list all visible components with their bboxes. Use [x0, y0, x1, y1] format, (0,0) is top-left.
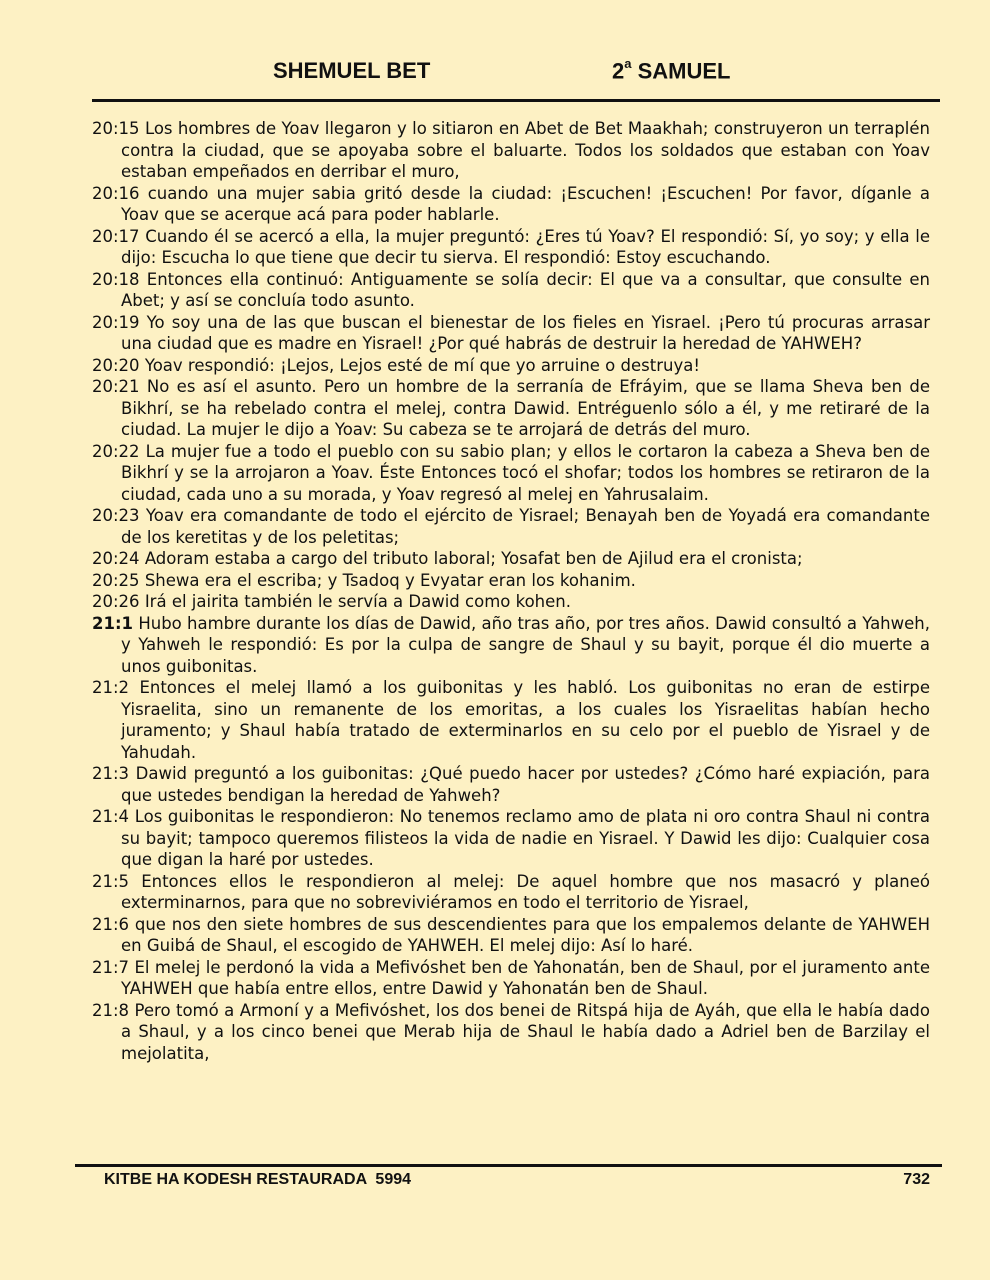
verse-reference: 20:15: [92, 119, 140, 138]
verse-text: El melej le perdonó la vida a Mefivóshet ben de Yahonatán, ben de Shaul, por el juramento ante YAHWEH que había entre ellos, entre Dawid y Yahonatán ben de Shaul.: [121, 957, 930, 998]
verse-text: Irá el jairita también le servía a Dawid como kohen.: [144, 592, 571, 611]
verse: [92, 183, 930, 226]
verse-text: Dawid preguntó a los guibonitas: ¿Qué puedo hacer por ustedes? ¿Cómo haré expiación, para que ustedes bendigan la heredad de Yahweh?: [121, 764, 930, 805]
verse-text: Yo soy una de las que buscan el bienestar de los fieles en Yisrael. ¡Pero tú procuras arrasar una ciudad que es madre en Yisrael! ¿Por qué habrás de destruir la heredad de YAHWEH?: [121, 312, 930, 353]
verse-text: que nos den siete hombres de sus descendientes para que los empalemos delante de YAHWEH en Guibá de Shaul, el escogido de YAHWEH. El melej dijo: Así lo haré.: [121, 914, 930, 955]
book-name: SAMUEL: [637, 58, 731, 84]
verse-text: Pero tomó a Armoní y a Mefivóshet, los dos benei de Ritspá hija de Ayáh, que ella le había dado a Shaul, y a los cinco benei que Merab hija de Shaul le había dado a Adriel ben de Barzilay el mejolatita,: [121, 1000, 930, 1063]
verse: [92, 914, 930, 957]
verse-text: Yoav respondió: ¡Lejos, Lejos esté de mí que yo arruine o destruya!: [144, 355, 700, 375]
verse-reference: 21:1: [92, 613, 134, 633]
verse-reference: 21:8: [92, 1000, 130, 1020]
verse-reference: 20:23: [92, 506, 140, 525]
verse: [92, 806, 930, 871]
verse: [92, 957, 930, 1000]
verse-reference: 21:4: [92, 807, 130, 826]
verse-reference: 21:2: [92, 678, 130, 697]
verse: [92, 312, 930, 355]
verse: [92, 376, 930, 441]
page-header: [0, 58, 990, 92]
verse-text: Los hombres de Yoav llegaron y lo sitiaron en Abet de Bet Maakhah; construyeron un terraplén contra la ciudad, que se apoyaba sobre el baluarte. Todos los soldados que estaban con Yoav estaban empeñados en derribar el muro,: [121, 119, 930, 181]
verse: [92, 505, 930, 548]
verse: [92, 441, 930, 506]
verse-reference: 20:16: [92, 183, 140, 203]
verse: [92, 355, 930, 377]
verse-text: Entonces ellos le respondieron al melej: De aquel hombre que nos masacró y planeó exterminarnos, para que no sobreviviéramos en todo el territorio de Yisrael,: [121, 871, 930, 912]
verse-reference: 20:26: [92, 592, 140, 611]
verse-reference: 20:17: [92, 226, 140, 246]
verse-reference: 20:18: [92, 269, 140, 289]
verse-text: Entonces el melej llamó a los guibonitas y les habló. Los guibonitas no eran de estirpe Yisraelita, sino un remanente de los emoritas, a los cuales los Yisraelitas habían hecho juramento; y Shaul había tratado de exterminarlos en su celo por el pueblo de Yisrael y de Yahudah.: [121, 678, 930, 762]
book-number-ordinal: a: [624, 56, 632, 71]
verse: [92, 118, 930, 183]
footer-rule: [75, 1164, 942, 1167]
verse-reference: 20:25: [92, 570, 140, 590]
verse-text: No es así el asunto. Pero un hombre de la serranía de Efráyim, que se llama Sheva ben de Bikhrí, se ha rebelado contra el melej, contra Dawid. Entréguenlo sólo a él, y me retiraré de la ciudad. La mujer le dijo a Yoav: Su cabeza se te arrojará de detrás del muro.: [121, 377, 930, 439]
verse: [92, 570, 930, 592]
verse-text: Yoav era comandante de todo el ejército de Yisrael; Benayah ben de Yoyadá era comandante de los keretitas y de los peletitas;: [121, 506, 931, 547]
verse: [92, 1000, 930, 1065]
verse-reference: 21:5: [92, 871, 130, 891]
verse: [92, 591, 930, 613]
verse-reference: 20:22: [92, 441, 140, 461]
verse-reference: 20:21: [92, 377, 140, 396]
verse-reference: 20:20: [92, 355, 140, 375]
verse-text: Shewa era el escriba; y Tsadoq y Evyatar eran los kohanim.: [144, 570, 636, 590]
verse-text: Los guibonitas le respondieron: No tenemos reclamo amo de plata ni oro contra Shaul ni contra su bayit; tampoco queremos filisteos la vida de nadie en Yisrael. Y Dawid les dijo: Cualquier cosa que digan la haré por ustedes.: [121, 807, 931, 869]
verse-text: cuando una mujer sabia gritó desde la ciudad: ¡Escuchen! ¡Escuchen! Por favor, díganle a Yoav que se acerque acá para poder hablarle.: [121, 183, 930, 224]
verse-text: Adoram estaba a cargo del tributo laboral; Yosafat ben de Ajilud era el cronista;: [144, 549, 803, 568]
verse: [92, 677, 930, 763]
verse-reference: 20:19: [92, 312, 140, 332]
header-rule: [92, 99, 940, 102]
book-title-spanish: [612, 58, 731, 84]
page-number: 732: [903, 1171, 930, 1188]
verse: [92, 226, 930, 269]
verse-reference: 21:7: [92, 957, 130, 977]
verse: [92, 613, 930, 678]
verse-text: La mujer fue a todo el pueblo con su sabio plan; y ellos le cortaron la cabeza a Sheva ben de Bikhrí y se la arrojaron a Yoav. Éste Entonces tocó el shofar; todos los hombres se retiraron de la ciudad, cada uno a su morada, y Yoav regresó al melej en Yahrusalaim.: [121, 441, 930, 504]
book-title-hebrew: SHEMUEL BET: [273, 58, 431, 83]
verse-list: [92, 118, 930, 1064]
verse: [92, 548, 930, 570]
verse-text: Hubo hambre durante los días de Dawid, año tras año, por tres años. Dawid consultó a Yahweh, y Yahweh le respondió: Es por la culpa de sangre de Shaul y su bayit, porque él dio muerte a unos guibonitas.: [121, 613, 930, 676]
verse: [92, 763, 930, 806]
verse: [92, 269, 930, 312]
verse-reference: 20:24: [92, 549, 140, 568]
verse-reference: 21:3: [92, 764, 130, 783]
footer-title: KITBE HA KODESH RESTAURADA 5994: [104, 1171, 412, 1188]
verse-reference: 21:6: [92, 914, 130, 934]
verse-text: Entonces ella continuó: Antiguamente se solía decir: El que va a consultar, que consulte en Abet; y así se concluía todo asunto.: [121, 269, 930, 310]
book-number: 2: [612, 58, 625, 84]
verse-text: Cuando él se acercó a ella, la mujer preguntó: ¿Eres tú Yoav? El respondió: Sí, yo soy; y ella le dijo: Escucha lo que tiene que decir tu sierva. El respondió: Estoy escuchando.: [121, 226, 931, 267]
verse: [92, 871, 930, 914]
